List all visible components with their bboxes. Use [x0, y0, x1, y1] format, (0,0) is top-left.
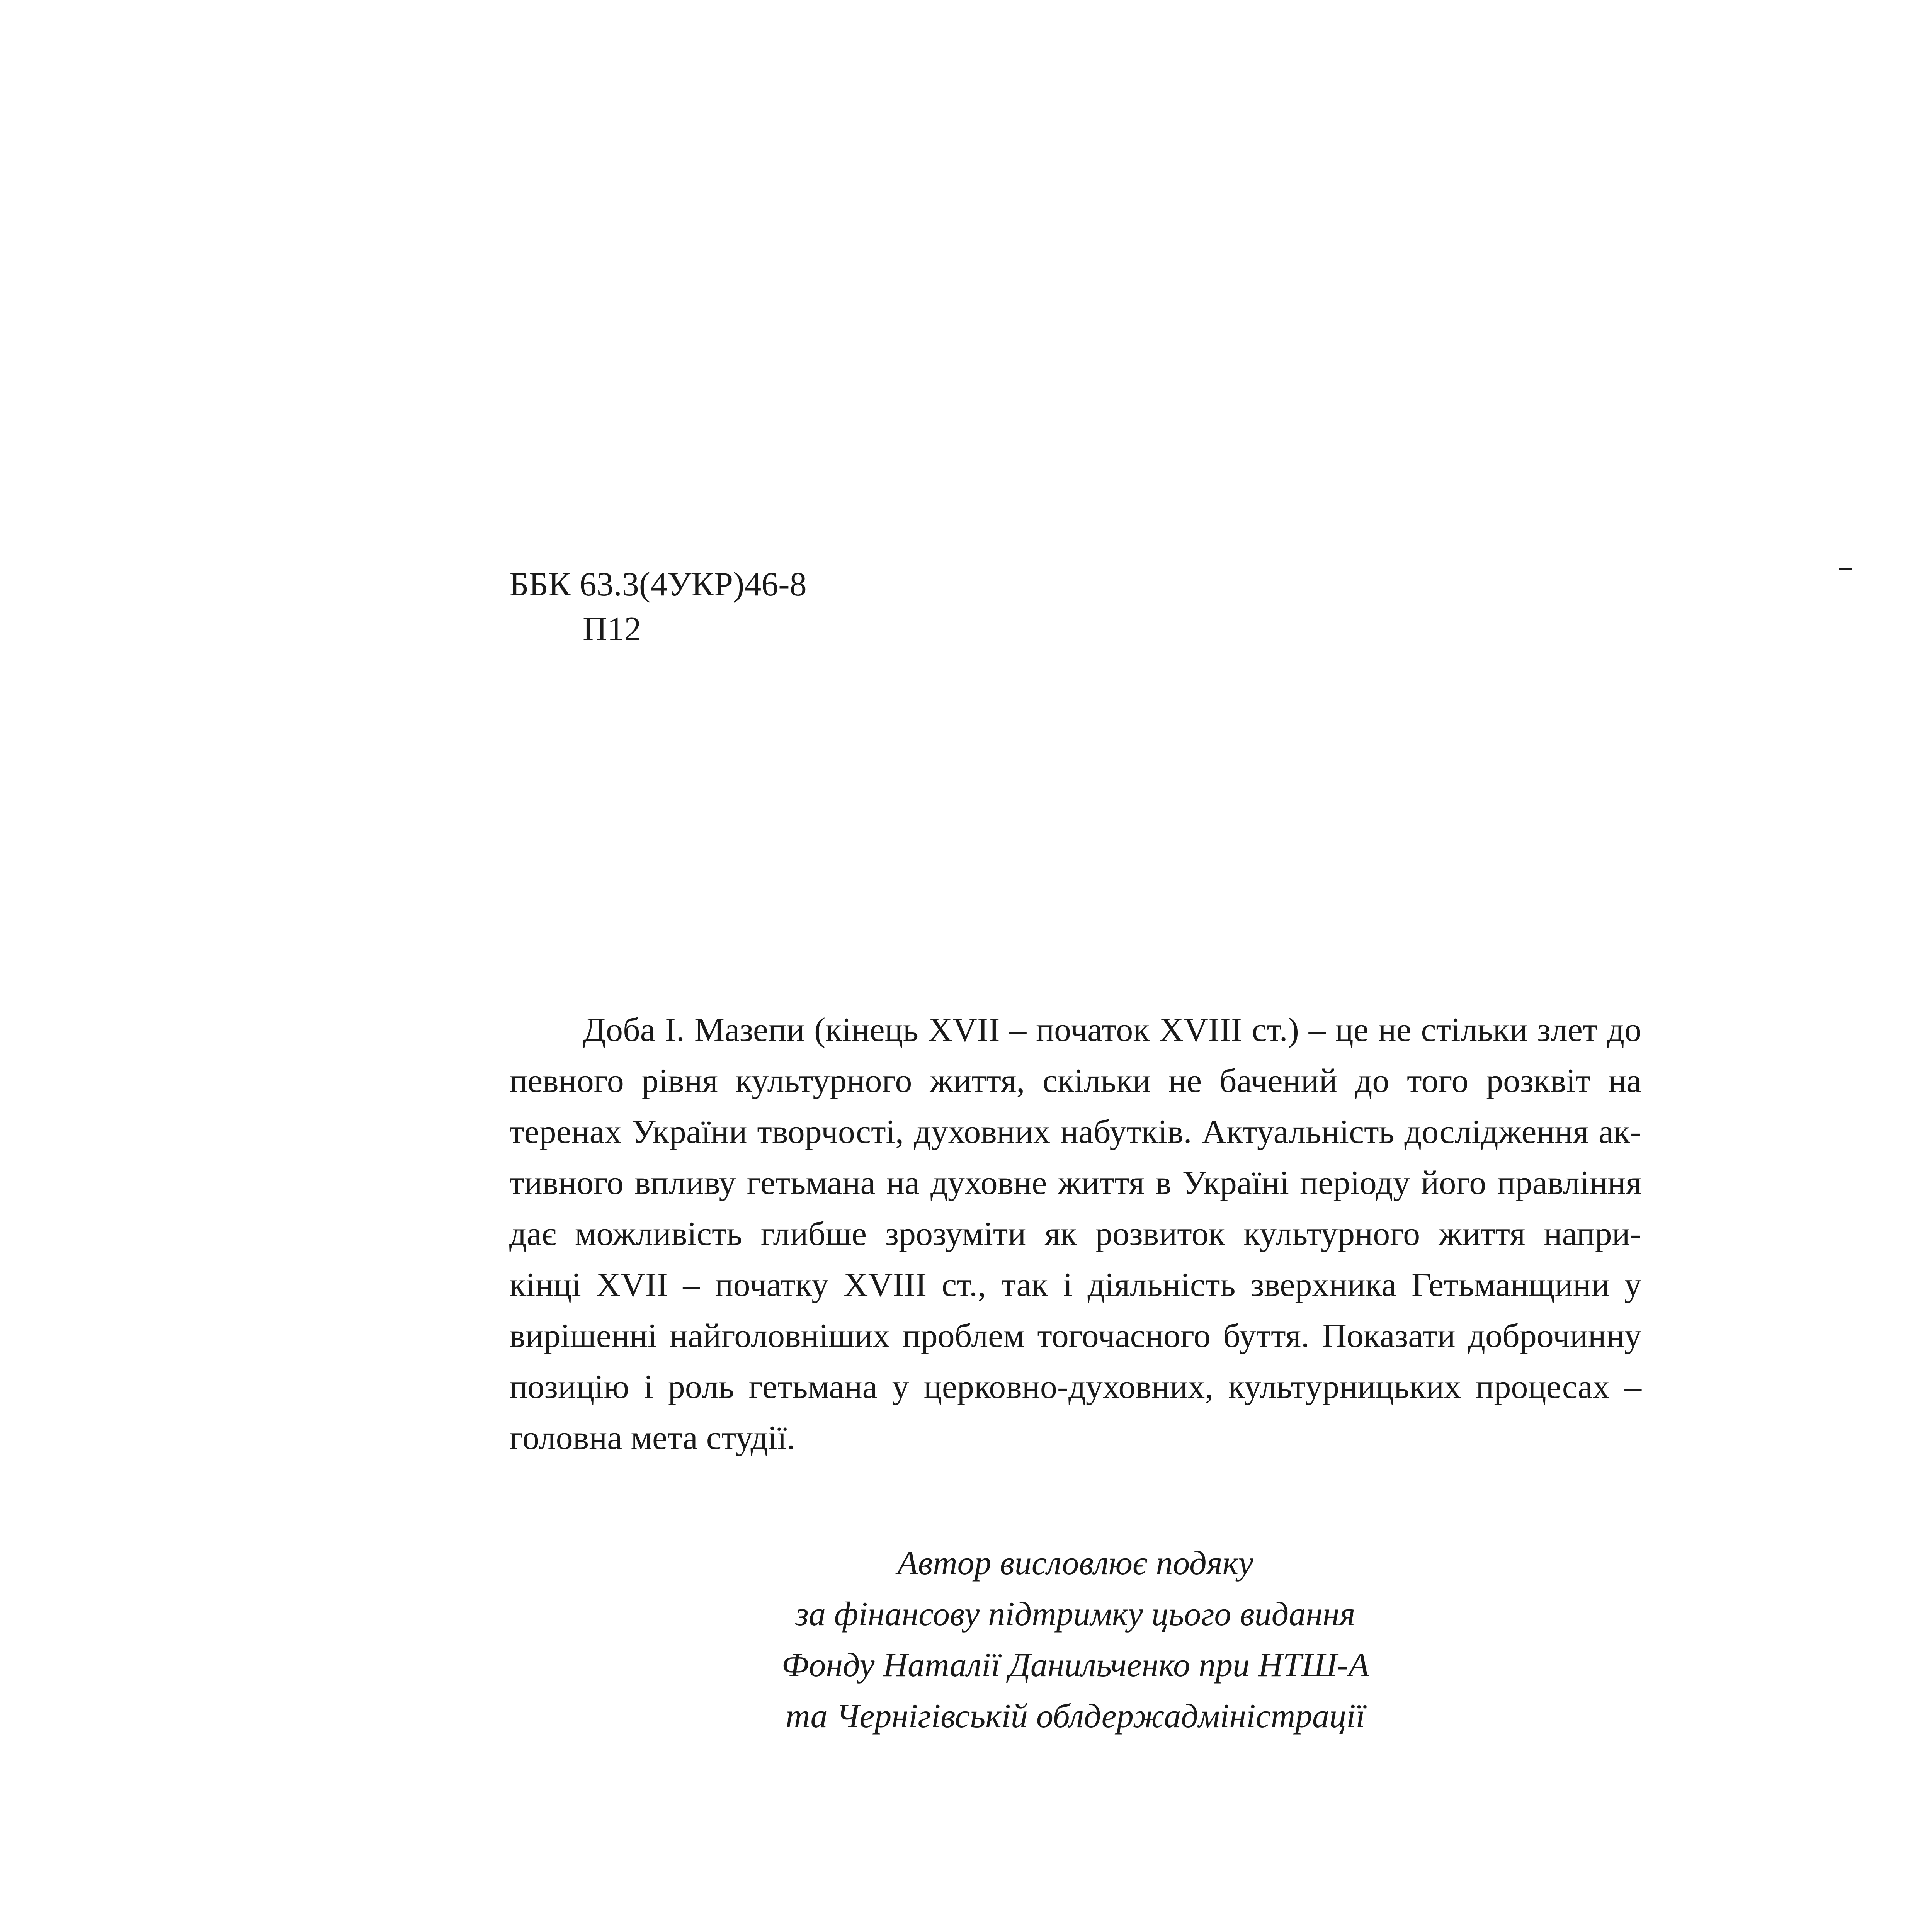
author-mark: П12: [583, 611, 641, 648]
abstract-line: певного рівня культурного життя, скільки не бачений до того розквіт на: [509, 1062, 1641, 1100]
acknowledgement-line: Фонду Наталії Данильченко при НТШ-А: [781, 1646, 1369, 1684]
abstract-line: Доба І. Мазепи (кінець XVII – початок XVIII ст.) – це не стільки злет до: [583, 1011, 1641, 1049]
bbk-code: ББК 63.3(4УКР)46-8: [509, 566, 807, 603]
abstract-line: головна мета студії.: [509, 1419, 796, 1457]
bbk-classification: [509, 562, 807, 652]
abstract-line: позицію і роль гетьмана у церковно-духовних, культурницьких процесах –: [509, 1368, 1641, 1406]
acknowledgement-line: Автор висловлює подяку: [897, 1544, 1253, 1582]
abstract-line: тивного впливу гетьмана на духовне життя в Україні періоду його правління: [509, 1164, 1641, 1202]
crop-mark-top: [1839, 568, 1852, 570]
acknowledgement-line: та Чернігівській облдержадміністрації: [785, 1697, 1366, 1735]
abstract-line: вирішенні найголовніших проблем тогочасного буття. Показати доброчинну: [509, 1317, 1641, 1355]
abstract-line: кінці XVII – початку XVIII ст., так і діяльність зверхника Гетьманщини у: [509, 1266, 1641, 1304]
abstract-line: теренах України творчості, духовних набутків. Актуальність дослідження ак-: [509, 1113, 1641, 1151]
abstract-line: дає можливість глибше зрозуміти як розвиток культурного життя напри-: [509, 1215, 1641, 1253]
acknowledgement: [509, 1538, 1641, 1742]
acknowledgement-line: за фінансову підтримку цього видання: [795, 1595, 1355, 1633]
abstract: [509, 1005, 1641, 1464]
